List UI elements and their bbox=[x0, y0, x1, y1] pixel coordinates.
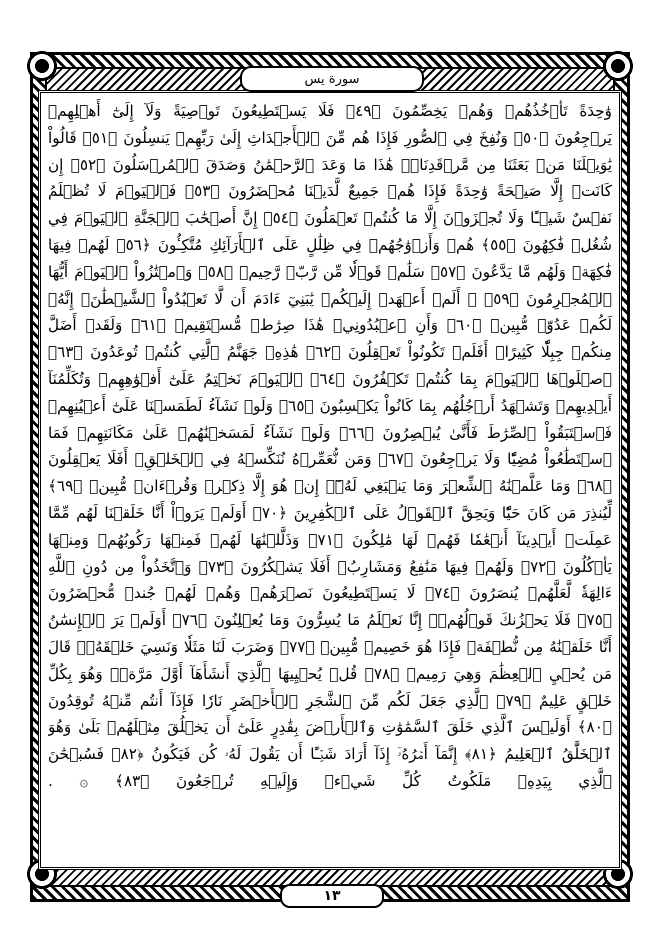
quran-text: وَٰحِدَةً تَأۡخُذُهُمۡ وَهُمۡ يَخِصِّمُونَ ﴿٤٩﴾ فَلَا يَسۡتَطِيعُونَ تَوۡصِيَةً وَلَآ إِلَىٰٓ أَهۡلِهِمۡ يَرۡجِعُونَ ﴿٥٠﴾ وَنُفِخَ فِي ٱلصُّورِ فَإِذَا هُم مِّنَ ٱلۡأَجۡدَاثِ إِلَىٰ رَبِّهِمۡ يَنسِلُونَ ﴿٥١﴾ قَالُواْ يَٰوَيۡلَنَا مَنۢ بَعَثَنَا مِن مَّرۡقَدِنَاۜۗ هَٰذَا مَا وَعَدَ ٱلرَّحۡمَٰنُ وَصَدَقَ ٱلۡمُرۡسَلُونَ ﴿٥٢﴾ إِن كَانَتۡ إِلَّا صَيۡحَةً وَٰحِدَةً فَإِذَا هُمۡ جَمِيعٌ لَّدَيۡنَا مُحۡضَرُونَ ﴿٥٣﴾ فَٱلۡيَوۡمَ لَا تُظۡلَمُ نَفۡسٌ شَيۡـًٔا وَلَا تُجۡزَوۡنَ إِلَّا مَا كُنتُمۡ تَعۡمَلُونَ ﴿٥٤﴾ إِنَّ أَصۡحَٰبَ ٱلۡجَنَّةِ ٱلۡيَوۡمَ فِي شُغُلٖ فَٰكِهُونَ ﴿٥٥﴾ هُمۡ وَأَزۡوَٰجُهُمۡ فِي ظِلَٰلٍ عَلَى ٱلۡأَرَآئِكِ مُتَّكِـُٔونَ ﴿٥٦﴾ لَهُمۡ فِيهَا فَٰكِهَةٞ وَلَهُم مَّا يَدَّعُونَ ﴿٥٧﴾ سَلَٰمٞ قَوۡلٗا مِّن رَّبّٖ رَّحِيمٖ ﴿٥٨﴾ وَٱمۡتَٰزُواْ ٱلۡيَوۡمَ أَيُّهَا ٱلۡمُجۡرِمُونَ ﴿٥٩﴾ ۞ أَلَمۡ أَعۡهَدۡ إِلَيۡكُمۡ يَٰبَنِيٓ ءَادَمَ أَن لَّا تَعۡبُدُواْ ٱلشَّيۡطَٰنَۖ إِنَّهُۥ لَكُمۡ عَدُوّٞ مُّبِينٞ ﴿٦٠﴾ وَأَنِ ٱعۡبُدُونِيۚ هَٰذَا صِرَٰطٞ مُّسۡتَقِيمٞ ﴿٦١﴾ وَلَقَدۡ أَضَلَّ مِنكُمۡ جِبِلّٗا كَثِيرًاۖ أَفَلَمۡ تَكُونُواْ تَعۡقِلُونَ ﴿٦٢﴾ هَٰذِهِۦ جَهَنَّمُ ٱلَّتِي كُنتُمۡ تُوعَدُونَ ﴿٦٣﴾ ٱصۡلَوۡهَا ٱلۡيَوۡمَ بِمَا كُنتُمۡ تَكۡفُرُونَ ﴿٦٤﴾ ٱلۡيَوۡمَ نَخۡتِمُ عَلَىٰٓ أَفۡوَٰهِهِمۡ وَتُكَلِّمُنَآ أَيۡدِيهِمۡ وَتَشۡهَدُ أَرۡجُلُهُم بِمَا كَانُواْ يَكۡسِبُونَ ﴿٦٥﴾ وَلَوۡ نَشَآءُ لَطَمَسۡنَا عَلَىٰٓ أَعۡيُنِهِمۡ فَٱسۡتَبَقُواْ ٱلصِّرَٰطَ فَأَنَّىٰ يُبۡصِرُونَ ﴿٦٦﴾ وَلَوۡ نَشَآءُ لَمَسَخۡنَٰهُمۡ عَلَىٰ مَكَانَتِهِمۡ فَمَا ٱسۡتَطَٰعُواْ مُضِيّٗا وَلَا يَرۡجِعُونَ ﴿٦٧﴾ وَمَن نُّعَمِّرۡهُ نُنَكِّسۡهُ فِي ٱلۡخَلۡقِۚ أَفَلَا يَعۡقِلُونَ ﴿٦٨﴾ وَمَا عَلَّمۡنَٰهُ ٱلشِّعۡرَ وَمَا يَنۢبَغِي لَهُۥٓۚ إِنۡ هُوَ إِلَّا ذِكۡرٞ وَقُرۡءَانٞ مُّبِينٞ ﴿٦٩﴾ لِّيُنذِرَ مَن كَانَ حَيّٗا وَيَحِقَّ ٱلۡقَوۡلُ عَلَى ٱلۡكَٰفِرِينَ ﴿٧٠﴾ أَوَلَمۡ يَرَوۡاْ أَنَّا خَلَقۡنَا لَهُم مِّمَّا عَمِلَتۡ أَيۡدِينَآ أَنۡعَٰمٗا فَهُمۡ لَهَا مَٰلِكُونَ ﴿٧١﴾ وَذَلَّلۡنَٰهَا لَهُمۡ فَمِنۡهَا رَكُوبُهُمۡ وَمِنۡهَا يَأۡكُلُونَ ﴿٧٢﴾ وَلَهُمۡ فِيهَا مَنَٰفِعُ وَمَشَارِبُۚ أَفَلَا يَشۡكُرُونَ ﴿٧٣﴾ وَٱتَّخَذُواْ مِن دُونِ ٱللَّهِ ءَالِهَةٗ لَّعَلَّهُمۡ يُنصَرُونَ ﴿٧٤﴾ لَا يَسۡتَطِيعُونَ نَصۡرَهُمۡ وَهُمۡ لَهُمۡ جُندٞ مُّحۡضَرُونَ ﴿٧٥﴾ فَلَا يَحۡزُنكَ قَوۡلُهُمۡۘ إِنَّا نَعۡلَمُ مَا يُسِرُّونَ وَمَا يُعۡلِنُونَ ﴿٧٦﴾ أَوَلَمۡ يَرَ ٱلۡإِنسَٰنُ أَنَّا خَلَقۡنَٰهُ مِن نُّطۡفَةٖ فَإِذَا هُوَ خَصِيمٞ مُّبِينٞ ﴿٧٧﴾ وَضَرَبَ لَنَا مَثَلٗا وَنَسِيَ خَلۡقَهُۥۖ قَالَ مَن يُحۡيِ ٱلۡعِظَٰمَ وَهِيَ رَمِيمٞ ﴿٧٨﴾ قُلۡ يُحۡيِيهَا ٱلَّذِيٓ أَنشَأَهَآ أَوَّلَ مَرَّةٖۖ وَهُوَ بِكُلِّ خَلۡقٍ عَلِيمٌ ﴿٧٩﴾ ٱلَّذِي جَعَلَ لَكُم مِّنَ ٱلشَّجَرِ ٱلۡأَخۡضَرِ نَارٗا فَإِذَآ أَنتُم مِّنۡهُ تُوقِدُونَ ﴿٨٠﴾ أَوَلَيۡسَ ٱلَّذِي خَلَقَ ٱلسَّمَٰوَٰتِ وَٱلۡأَرۡضَ بِقَٰدِرٍ عَلَىٰٓ أَن يَخۡلُقَ مِثۡلَهُمۚ بَلَىٰ وَهُوَ ٱلۡخَلَّٰقُ ٱلۡعَلِيمُ ﴿٨١﴾ إِنَّمَآ أَمۡرُهُۥٓ إِذَآ أَرَادَ شَيۡـًٔا أَن يَقُولَ لَهُۥ كُن فَيَكُونُ ﴿٨٢﴾ فَسُبۡحَٰنَ ٱلَّذِي بِيَدِهِۦ مَلَكُوتُ كُلِّ شَيۡءٖ وَإِلَيۡهِ تُرۡجَعُونَ ﴿٨٣﴾ ۞ . bbox=[48, 102, 612, 790]
corner-ornament-top-right bbox=[596, 44, 640, 88]
corner-ornament-top-left bbox=[20, 44, 64, 88]
page-number: ١٣ bbox=[280, 884, 384, 908]
surah-title: سورة يس bbox=[240, 66, 424, 92]
